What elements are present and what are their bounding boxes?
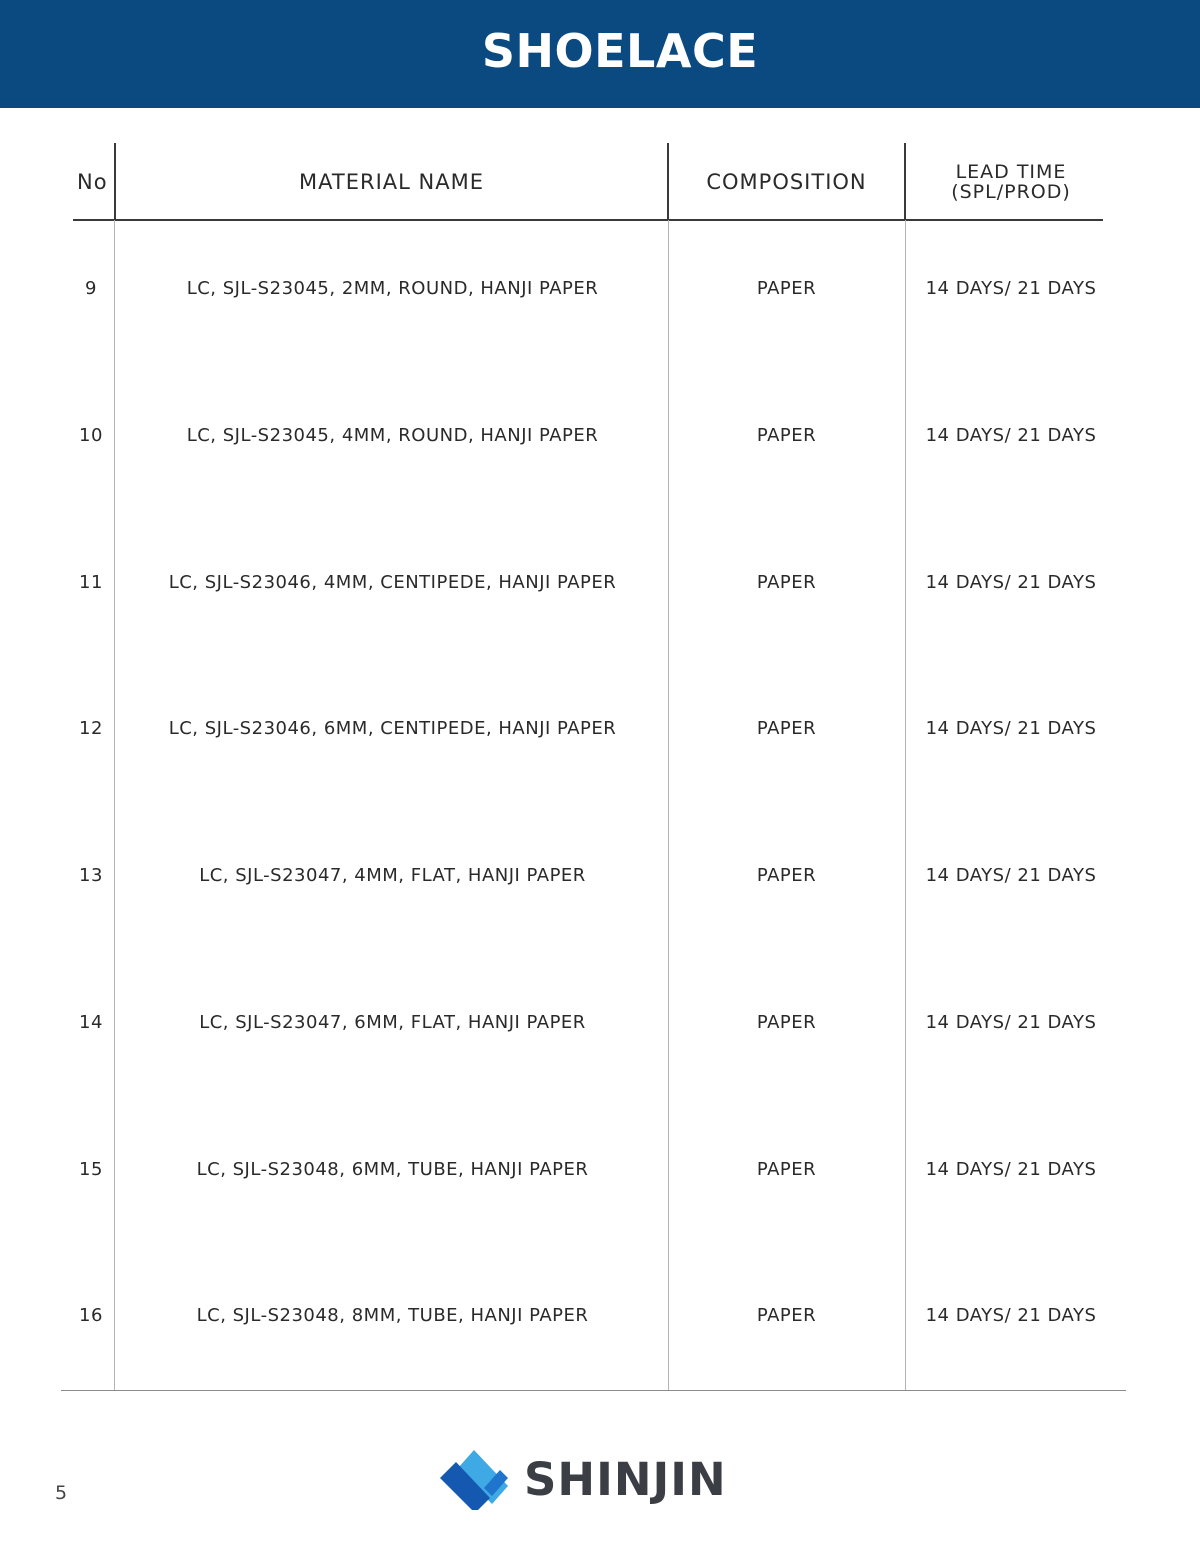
table-row bbox=[0, 954, 1200, 1101]
table-row bbox=[0, 514, 1200, 661]
table-row bbox=[0, 660, 1200, 807]
cell-lead-time: 14 DAYS/ 21 DAYS bbox=[925, 571, 1097, 593]
header-divider bbox=[904, 143, 906, 220]
page-header-bar bbox=[0, 0, 1200, 108]
cell-composition: PAPER bbox=[756, 1011, 817, 1033]
column-header-lead-time bbox=[905, 143, 1117, 220]
cell-no: 16 bbox=[79, 1305, 103, 1327]
table-row bbox=[0, 367, 1200, 514]
column-header-composition: COMPOSITION bbox=[706, 169, 867, 194]
page-number: 5 bbox=[55, 1482, 68, 1504]
cell-no: 9 bbox=[85, 278, 97, 299]
cell-material-name: LC, SJL-S23045, 2MM, ROUND, HANJI PAPER bbox=[186, 278, 599, 299]
cell-composition: PAPER bbox=[756, 571, 817, 593]
cell-no: 11 bbox=[79, 571, 103, 593]
lead-time-label: LEAD TIME bbox=[955, 160, 1067, 183]
table-body bbox=[0, 220, 1200, 1394]
cell-composition: PAPER bbox=[756, 865, 817, 886]
cell-no: 13 bbox=[79, 865, 103, 886]
cell-material-name: LC, SJL-S23048, 6MM, TUBE, HANJI PAPER bbox=[196, 1158, 589, 1180]
header-divider bbox=[667, 143, 669, 220]
cell-lead-time: 14 DAYS/ 21 DAYS bbox=[925, 1011, 1097, 1033]
cell-composition: PAPER bbox=[756, 424, 817, 446]
cell-lead-time: 14 DAYS/ 21 DAYS bbox=[925, 1158, 1097, 1180]
cell-lead-time: 14 DAYS/ 21 DAYS bbox=[925, 718, 1097, 740]
cell-no: 15 bbox=[79, 1158, 103, 1180]
cell-composition: PAPER bbox=[756, 1158, 817, 1180]
cell-lead-time: 14 DAYS/ 21 DAYS bbox=[925, 1305, 1097, 1327]
cell-lead-time: 14 DAYS/ 21 DAYS bbox=[925, 424, 1097, 446]
cell-material-name: LC, SJL-S23048, 8MM, TUBE, HANJI PAPER bbox=[196, 1305, 589, 1327]
cell-composition: PAPER bbox=[756, 278, 817, 299]
cell-composition: PAPER bbox=[756, 718, 817, 740]
table-row bbox=[0, 1101, 1200, 1248]
cell-no: 14 bbox=[79, 1011, 103, 1033]
brand-name: SHINJIN bbox=[524, 1453, 727, 1506]
cell-no: 10 bbox=[79, 424, 103, 446]
cell-material-name: LC, SJL-S23046, 6MM, CENTIPEDE, HANJI PAPER bbox=[168, 718, 617, 740]
header-divider bbox=[114, 143, 116, 220]
cell-lead-time: 14 DAYS/ 21 DAYS bbox=[925, 865, 1097, 886]
lead-time-sublabel: (SPL/PROD) bbox=[951, 180, 1071, 203]
cell-material-name: LC, SJL-S23047, 4MM, FLAT, HANJI PAPER bbox=[199, 865, 586, 886]
cell-lead-time: 14 DAYS/ 21 DAYS bbox=[925, 278, 1097, 299]
table-row bbox=[0, 220, 1200, 367]
column-header-no: No bbox=[77, 169, 108, 194]
cell-material-name: LC, SJL-S23046, 4MM, CENTIPEDE, HANJI PAPER bbox=[168, 571, 617, 593]
table-row bbox=[0, 807, 1200, 954]
table-row bbox=[0, 1247, 1200, 1394]
column-header-material-name: MATERIAL NAME bbox=[299, 169, 484, 194]
cell-no: 12 bbox=[79, 718, 103, 740]
cell-composition: PAPER bbox=[756, 1305, 817, 1327]
page-title: SHOELACE bbox=[481, 24, 759, 78]
cell-material-name: LC, SJL-S23047, 6MM, FLAT, HANJI PAPER bbox=[199, 1011, 586, 1033]
table-bottom-border bbox=[61, 1390, 1126, 1391]
cell-material-name: LC, SJL-S23045, 4MM, ROUND, HANJI PAPER bbox=[186, 424, 599, 446]
